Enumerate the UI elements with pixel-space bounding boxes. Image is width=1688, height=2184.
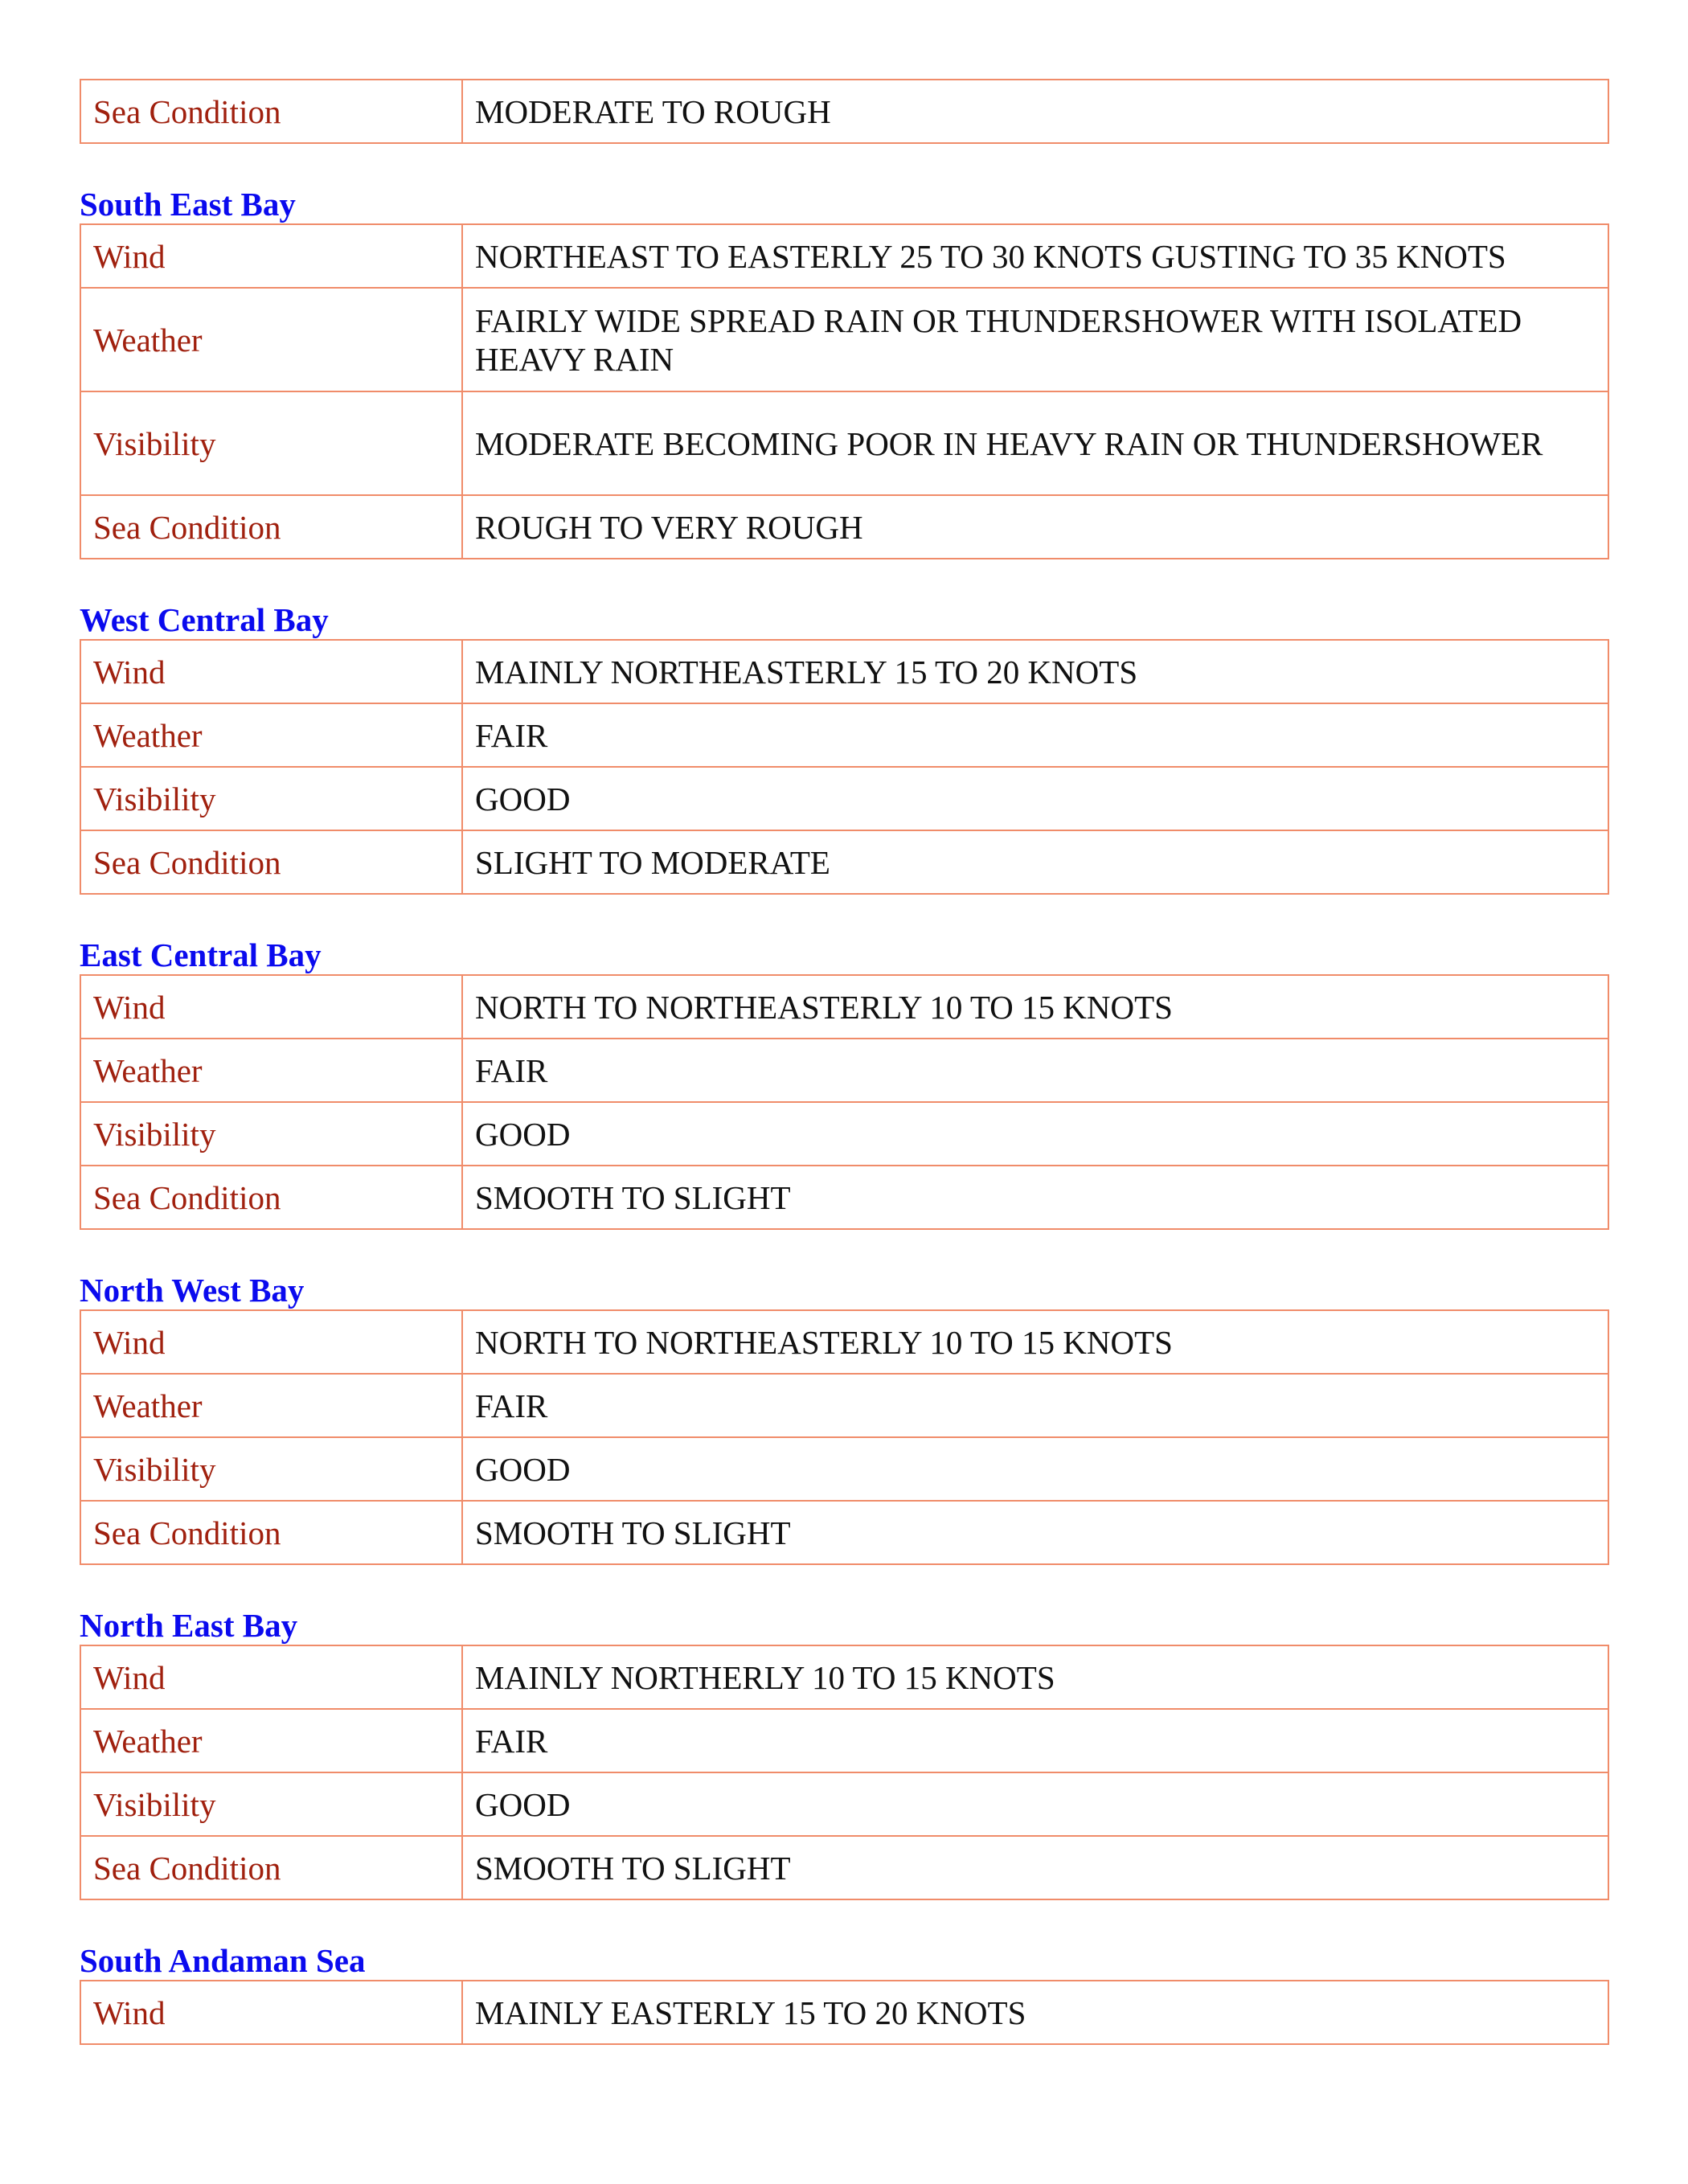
- row-label: Weather: [80, 288, 462, 391]
- row-label: Visibility: [80, 1102, 462, 1166]
- row-label: Weather: [80, 703, 462, 767]
- region-title-west-central-bay: West Central Bay: [80, 601, 329, 638]
- row-value: GOOD: [462, 1102, 1608, 1166]
- row-label: Wind: [80, 1310, 462, 1374]
- table-row: [80, 391, 1608, 495]
- row-value: MAINLY EASTERLY 15 TO 20 KNOTS: [462, 1981, 1608, 2044]
- row-label: Sea Condition: [80, 1166, 462, 1229]
- row-label: Visibility: [80, 1772, 462, 1836]
- row-value: ROUGH TO VERY ROUGH: [462, 495, 1608, 559]
- table-row: [80, 1772, 1608, 1836]
- row-label: Weather: [80, 1374, 462, 1437]
- table-row: [80, 703, 1608, 767]
- row-label: Wind: [80, 1645, 462, 1709]
- table-row: [80, 830, 1608, 894]
- region-title-north-east-bay: North East Bay: [80, 1607, 298, 1644]
- table-row: [80, 1310, 1608, 1374]
- table-row: [80, 767, 1608, 830]
- row-label: Sea Condition: [80, 1836, 462, 1899]
- row-value: MAINLY NORTHEASTERLY 15 TO 20 KNOTS: [462, 640, 1608, 703]
- row-label: Weather: [80, 1709, 462, 1772]
- row-value: NORTHEAST TO EASTERLY 25 TO 30 KNOTS GUSTING TO 35 KNOTS: [462, 224, 1608, 288]
- region-title-north-west-bay: North West Bay: [80, 1272, 305, 1309]
- row-value: SMOOTH TO SLIGHT: [462, 1836, 1608, 1899]
- row-label: Wind: [80, 975, 462, 1039]
- forecast-page: [80, 79, 1609, 2045]
- table-row: [80, 1836, 1608, 1899]
- row-label: Sea Condition: [80, 80, 462, 143]
- table-row: [80, 1645, 1608, 1709]
- forecast-table-west-central-bay: [80, 639, 1609, 895]
- table-row: [80, 1981, 1608, 2044]
- row-value: MAINLY NORTHERLY 10 TO 15 KNOTS: [462, 1645, 1608, 1709]
- region-title-east-central-bay: East Central Bay: [80, 936, 322, 973]
- table-row: [80, 640, 1608, 703]
- row-value: FAIRLY WIDE SPREAD RAIN OR THUNDERSHOWER WITH ISOLATED HEAVY RAIN: [462, 288, 1608, 391]
- table-row: [80, 1039, 1608, 1102]
- row-label: Wind: [80, 224, 462, 288]
- table-row: [80, 1501, 1608, 1564]
- row-label: Sea Condition: [80, 495, 462, 559]
- table-row: [80, 80, 1608, 143]
- row-value: SMOOTH TO SLIGHT: [462, 1501, 1608, 1564]
- row-label: Weather: [80, 1039, 462, 1102]
- row-value: FAIR: [462, 1039, 1608, 1102]
- row-value: SLIGHT TO MODERATE: [462, 830, 1608, 894]
- table-row: [80, 975, 1608, 1039]
- forecast-table-north-east-bay: [80, 1645, 1609, 1900]
- row-label: Visibility: [80, 391, 462, 495]
- forecast-table-east-central-bay: [80, 974, 1609, 1230]
- table-row: [80, 1166, 1608, 1229]
- row-value: MODERATE BECOMING POOR IN HEAVY RAIN OR THUNDERSHOWER: [462, 391, 1608, 495]
- region-title-south-andaman-sea: South Andaman Sea: [80, 1942, 366, 1979]
- table-row: [80, 1102, 1608, 1166]
- row-value: GOOD: [462, 1437, 1608, 1501]
- row-value: MODERATE TO ROUGH: [462, 80, 1608, 143]
- table-row: [80, 224, 1608, 288]
- forecast-table-north-west-bay: [80, 1309, 1609, 1565]
- row-value: FAIR: [462, 703, 1608, 767]
- table-row: [80, 495, 1608, 559]
- row-value: FAIR: [462, 1374, 1608, 1437]
- row-value: SMOOTH TO SLIGHT: [462, 1166, 1608, 1229]
- row-label: Visibility: [80, 1437, 462, 1501]
- row-value: NORTH TO NORTHEASTERLY 10 TO 15 KNOTS: [462, 1310, 1608, 1374]
- row-value: FAIR: [462, 1709, 1608, 1772]
- forecast-table-south-east-bay: [80, 223, 1609, 559]
- row-value: NORTH TO NORTHEASTERLY 10 TO 15 KNOTS: [462, 975, 1608, 1039]
- table-row: [80, 1709, 1608, 1772]
- row-label: Visibility: [80, 767, 462, 830]
- table-row: [80, 1374, 1608, 1437]
- region-title-south-east-bay: South East Bay: [80, 186, 296, 223]
- forecast-table-south-andaman-sea: [80, 1980, 1609, 2045]
- table-row: [80, 288, 1608, 391]
- row-value: GOOD: [462, 767, 1608, 830]
- row-value: GOOD: [462, 1772, 1608, 1836]
- forecast-table-continued: [80, 79, 1609, 144]
- row-label: Sea Condition: [80, 830, 462, 894]
- table-row: [80, 1437, 1608, 1501]
- row-label: Sea Condition: [80, 1501, 462, 1564]
- row-label: Wind: [80, 1981, 462, 2044]
- row-label: Wind: [80, 640, 462, 703]
